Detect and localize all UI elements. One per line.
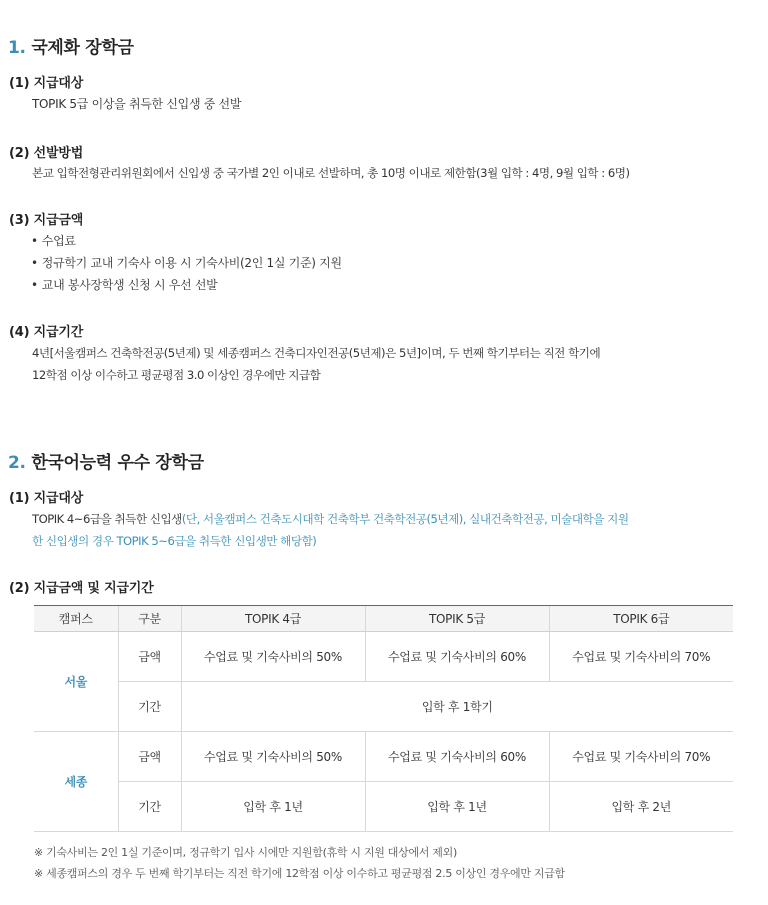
category-cell: 기간 bbox=[118, 782, 181, 832]
section1-sub4-title: (4) 지급기간 bbox=[9, 325, 84, 340]
section1-sub2-text: 본교 입학전형관리위원회에서 신입생 중 국가별 2인 이내로 선발하며, 총 10명 이내로 제한함(3월 입학 : 4명, 9월 입학 : 6명) bbox=[32, 166, 630, 180]
amount-cell: 수업료 및 기숙사비의 60% bbox=[365, 732, 549, 782]
table-row bbox=[34, 782, 733, 832]
section2-sub1-title: (1) 지급대상 bbox=[9, 491, 84, 506]
section2-sub1-text bbox=[32, 508, 752, 552]
scholarship-table bbox=[34, 605, 733, 832]
section1-sub4-line2: 12학점 이상 이수하고 평균평점 3.0 이상인 경우에만 지급함 bbox=[32, 368, 321, 382]
table-row bbox=[34, 682, 733, 732]
section1-sub1-text: TOPIK 5급 이상을 취득한 신입생 중 선발 bbox=[32, 97, 242, 111]
list-item: • 수업료 bbox=[31, 230, 342, 252]
section1-sub2-title: (2) 선발방법 bbox=[9, 146, 84, 161]
section1-sub4-line1: 4년[서울캠퍼스 건축학전공(5년제) 및 세종캠퍼스 건축디자인전공(5년제)은 5년]이며, 두 번째 학기부터는 직전 학기에 bbox=[32, 346, 601, 360]
amount-cell: 수업료 및 기숙사비의 70% bbox=[549, 732, 733, 782]
footnote-sejong: ※ 세종캠퍼스의 경우 두 번째 학기부터는 직전 학기에 12학점 이상 이수하고 평균평점 2.5 이상인 경우에만 지급함 bbox=[34, 867, 565, 880]
section2-title bbox=[8, 448, 204, 473]
list-item: • 교내 봉사장학생 신청 시 우선 선발 bbox=[31, 274, 342, 296]
table-row bbox=[34, 732, 733, 782]
period-cell: 입학 후 1년 bbox=[181, 782, 365, 832]
category-cell: 금액 bbox=[118, 732, 181, 782]
period-cell: 입학 후 2년 bbox=[549, 782, 733, 832]
period-cell: 입학 후 1학기 bbox=[181, 682, 733, 732]
section2-title-text: 한국어능력 우수 장학금 bbox=[31, 453, 204, 473]
section1-title-text: 국제화 장학금 bbox=[31, 38, 134, 58]
table-header-row bbox=[34, 606, 733, 632]
header-topik6: TOPIK 6급 bbox=[549, 606, 733, 632]
amount-cell: 수업료 및 기숙사비의 70% bbox=[549, 632, 733, 682]
amount-cell: 수업료 및 기숙사비의 50% bbox=[181, 732, 365, 782]
campus-seoul: 서울 bbox=[34, 632, 118, 732]
header-category: 구분 bbox=[118, 606, 181, 632]
table-row bbox=[34, 632, 733, 682]
section1-sub4-text bbox=[32, 342, 752, 386]
list-item: • 정규학기 교내 기숙사 이용 시 기숙사비(2인 1실 기준) 지원 bbox=[31, 252, 342, 274]
section1-title bbox=[8, 33, 134, 58]
section1-sub3-title: (3) 지급금액 bbox=[9, 213, 84, 228]
category-cell: 금액 bbox=[118, 632, 181, 682]
footnote-dormitory: ※ 기숙사비는 2인 1실 기준이며, 정규학기 입사 시에만 지원함(휴학 시 지원 대상에서 제외) bbox=[34, 846, 457, 859]
section1-sub1-title: (1) 지급대상 bbox=[9, 76, 84, 91]
section2-sub1-highlight-line2: 한 신입생의 경우 TOPIK 5~6급을 취득한 신입생만 해당함) bbox=[32, 534, 317, 548]
period-cell: 입학 후 1년 bbox=[365, 782, 549, 832]
section1-sub3-list bbox=[31, 230, 342, 296]
section2-sub1-highlight-line1: (단, 서울캠퍼스 건축도시대학 건축학부 건축학전공(5년제), 실내건축학전공, 미술대학을 지원 bbox=[181, 512, 629, 526]
section2-sub1-plain: TOPIK 4~6급을 취득한 신입생 bbox=[32, 512, 182, 526]
header-campus: 캠퍼스 bbox=[34, 606, 118, 632]
amount-cell: 수업료 및 기숙사비의 50% bbox=[181, 632, 365, 682]
header-topik4: TOPIK 4급 bbox=[181, 606, 365, 632]
category-cell: 기간 bbox=[118, 682, 181, 732]
section2-number: 2. bbox=[8, 453, 26, 473]
section2-sub2-title: (2) 지급금액 및 지급기간 bbox=[9, 581, 154, 596]
amount-cell: 수업료 및 기숙사비의 60% bbox=[365, 632, 549, 682]
section1-number: 1. bbox=[8, 38, 26, 58]
campus-sejong: 세종 bbox=[34, 732, 118, 832]
header-topik5: TOPIK 5급 bbox=[365, 606, 549, 632]
